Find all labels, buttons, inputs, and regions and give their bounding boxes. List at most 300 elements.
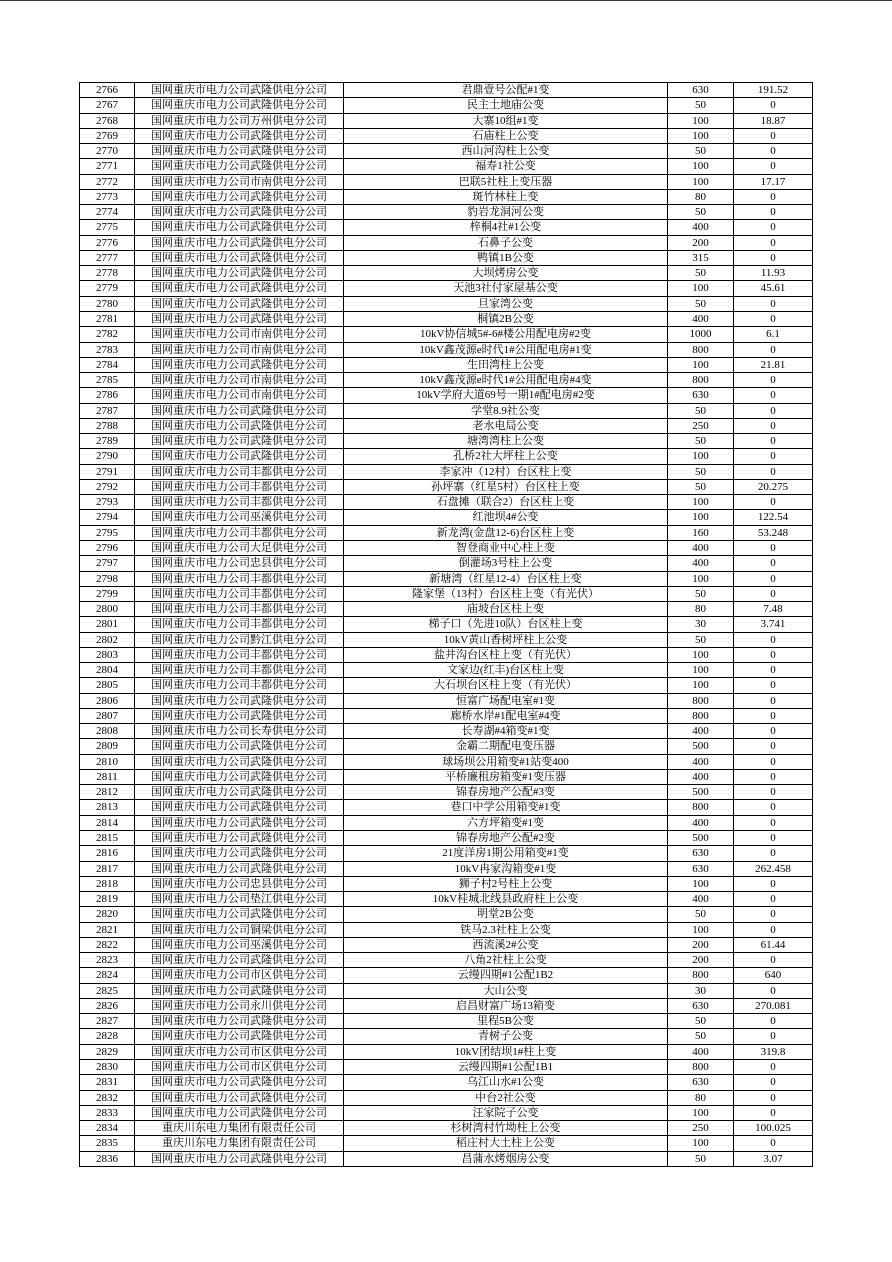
table-row [80,1075,813,1090]
value-cell: 0 [734,831,813,846]
value-cell: 0 [734,877,813,892]
company-cell: 国网重庆市电力公司市南供电分公司 [135,343,344,358]
capacity-cell: 1000 [668,327,734,342]
capacity-cell: 100 [668,1106,734,1121]
company-cell: 国网重庆市电力公司武隆供电分公司 [135,785,344,800]
transformer-name-cell: 巷口中学公用箱变#1变 [344,800,668,815]
value-cell: 0 [734,709,813,724]
value-cell: 0 [734,388,813,403]
capacity-cell: 200 [668,953,734,968]
row-number-cell: 2775 [80,220,135,235]
company-cell: 国网重庆市电力公司武隆供电分公司 [135,266,344,281]
table-row [80,465,813,480]
value-cell: 0 [734,816,813,831]
value-cell: 0 [734,846,813,861]
transformer-name-cell: 君鼎壹号公配#1变 [344,83,668,98]
value-cell: 191.52 [734,83,813,98]
transformer-name-cell: 梯子口（先进10队）台区柱上变 [344,617,668,632]
row-number-cell: 2776 [80,236,135,251]
capacity-cell: 50 [668,633,734,648]
capacity-cell: 800 [668,1060,734,1075]
value-cell: 0 [734,572,813,587]
row-number-cell: 2783 [80,343,135,358]
capacity-cell: 160 [668,526,734,541]
company-cell: 国网重庆市电力公司武隆供电分公司 [135,1014,344,1029]
row-number-cell: 2773 [80,190,135,205]
row-number-cell: 2822 [80,938,135,953]
capacity-cell: 30 [668,984,734,999]
row-number-cell: 2781 [80,312,135,327]
row-number-cell: 2798 [80,572,135,587]
row-number-cell: 2828 [80,1029,135,1044]
table-row [80,159,813,174]
company-cell: 国网重庆市电力公司丰都供电分公司 [135,602,344,617]
row-number-cell: 2777 [80,251,135,266]
company-cell: 国网重庆市电力公司市区供电分公司 [135,1045,344,1060]
page-top-rule [0,0,892,1]
company-cell: 重庆川东电力集团有限责任公司 [135,1121,344,1136]
company-cell: 国网重庆市电力公司武隆供电分公司 [135,297,344,312]
value-cell: 0 [734,205,813,220]
table-row [80,617,813,632]
value-cell: 0 [734,220,813,235]
capacity-cell: 50 [668,587,734,602]
transformer-name-cell: 石盘摊（联合2）台区柱上变 [344,495,668,510]
transformer-name-cell: 大寨10组#1变 [344,114,668,129]
row-number-cell: 2789 [80,434,135,449]
row-number-cell: 2770 [80,144,135,159]
value-cell: 0 [734,343,813,358]
capacity-cell: 630 [668,388,734,403]
company-cell: 国网重庆市电力公司长寿供电分公司 [135,724,344,739]
capacity-cell: 500 [668,831,734,846]
value-cell: 0 [734,739,813,754]
value-cell: 0 [734,648,813,663]
table-row [80,190,813,205]
value-cell: 7.48 [734,602,813,617]
company-cell: 国网重庆市电力公司武隆供电分公司 [135,953,344,968]
company-cell: 国网重庆市电力公司市区供电分公司 [135,968,344,983]
capacity-cell: 400 [668,755,734,770]
capacity-cell: 50 [668,434,734,449]
row-number-cell: 2791 [80,465,135,480]
capacity-cell: 50 [668,1014,734,1029]
table-row [80,312,813,327]
row-number-cell: 2769 [80,129,135,144]
row-number-cell: 2823 [80,953,135,968]
company-cell: 国网重庆市电力公司铜梁供电分公司 [135,923,344,938]
transformer-name-cell: 杉树湾村竹坳柱上公变 [344,1121,668,1136]
company-cell: 国网重庆市电力公司武隆供电分公司 [135,862,344,877]
row-number-cell: 2766 [80,83,135,98]
company-cell: 国网重庆市电力公司永川供电分公司 [135,999,344,1014]
company-cell: 国网重庆市电力公司丰都供电分公司 [135,648,344,663]
company-cell: 国网重庆市电力公司武隆供电分公司 [135,358,344,373]
value-cell: 0 [734,1091,813,1106]
company-cell: 国网重庆市电力公司丰都供电分公司 [135,617,344,632]
company-cell: 国网重庆市电力公司忠县供电分公司 [135,556,344,571]
company-cell: 国网重庆市电力公司丰都供电分公司 [135,678,344,693]
capacity-cell: 400 [668,770,734,785]
row-number-cell: 2785 [80,373,135,388]
capacity-cell: 800 [668,709,734,724]
capacity-cell: 100 [668,175,734,190]
company-cell: 国网重庆市电力公司武隆供电分公司 [135,984,344,999]
company-cell: 国网重庆市电力公司丰都供电分公司 [135,526,344,541]
value-cell: 18.87 [734,114,813,129]
value-cell: 0 [734,159,813,174]
value-cell: 640 [734,968,813,983]
company-cell: 国网重庆市电力公司丰都供电分公司 [135,587,344,602]
company-cell: 国网重庆市电力公司武隆供电分公司 [135,694,344,709]
row-number-cell: 2830 [80,1060,135,1075]
company-cell: 国网重庆市电力公司武隆供电分公司 [135,739,344,754]
table-row [80,175,813,190]
row-number-cell: 2784 [80,358,135,373]
transformer-name-cell: 廊桥水岸#1配电室#4变 [344,709,668,724]
capacity-cell: 100 [668,495,734,510]
table-row [80,953,813,968]
capacity-cell: 80 [668,602,734,617]
transformer-name-cell: 石庙柱上公变 [344,129,668,144]
table-row [80,83,813,98]
transformer-name-cell: 石鼻子公变 [344,236,668,251]
company-cell: 国网重庆市电力公司武隆供电分公司 [135,144,344,159]
transformer-name-cell: 中台2社公变 [344,1091,668,1106]
transformer-name-cell: 10kV团结坝1#柱上变 [344,1045,668,1060]
transformer-name-cell: 锦春房地产公配#3变 [344,785,668,800]
row-number-cell: 2780 [80,297,135,312]
value-cell: 0 [734,419,813,434]
transformer-name-cell: 稻庄村大土柱上公变 [344,1136,668,1151]
value-cell: 0 [734,1029,813,1044]
transformer-name-cell: 云缦四期#1公配1B1 [344,1060,668,1075]
row-number-cell: 2807 [80,709,135,724]
company-cell: 国网重庆市电力公司武隆供电分公司 [135,129,344,144]
row-number-cell: 2794 [80,510,135,525]
value-cell: 11.93 [734,266,813,281]
row-number-cell: 2800 [80,602,135,617]
row-number-cell: 2826 [80,999,135,1014]
transformer-name-cell: 塘湾湾柱上公变 [344,434,668,449]
table-row [80,572,813,587]
row-number-cell: 2809 [80,739,135,754]
value-cell: 0 [734,785,813,800]
value-cell: 0 [734,251,813,266]
capacity-cell: 800 [668,968,734,983]
company-cell: 国网重庆市电力公司武隆供电分公司 [135,434,344,449]
company-cell: 国网重庆市电力公司武隆供电分公司 [135,190,344,205]
row-number-cell: 2812 [80,785,135,800]
capacity-cell: 50 [668,480,734,495]
table-row [80,785,813,800]
table-row [80,846,813,861]
transformer-name-cell: 巴联5社柱上变压器 [344,175,668,190]
row-number-cell: 2836 [80,1152,135,1167]
value-cell: 61.44 [734,938,813,953]
transformer-name-cell: 狮子村2号柱上公变 [344,877,668,892]
capacity-cell: 800 [668,800,734,815]
capacity-cell: 400 [668,816,734,831]
row-number-cell: 2829 [80,1045,135,1060]
table-row [80,678,813,693]
table-row [80,907,813,922]
value-cell: 0 [734,556,813,571]
transformer-name-cell: 里程5B公变 [344,1014,668,1029]
row-number-cell: 2803 [80,648,135,663]
table-row [80,709,813,724]
capacity-cell: 400 [668,724,734,739]
transformer-name-cell: 乌江山水#1公变 [344,1075,668,1090]
row-number-cell: 2782 [80,327,135,342]
company-cell: 国网重庆市电力公司武隆供电分公司 [135,1106,344,1121]
capacity-cell: 200 [668,236,734,251]
capacity-cell: 100 [668,129,734,144]
table-row [80,770,813,785]
transformer-name-cell: 铁马2.3社柱上公变 [344,923,668,938]
transformer-name-cell: 桐镇2B公变 [344,312,668,327]
table-row [80,862,813,877]
row-number-cell: 2797 [80,556,135,571]
company-cell: 国网重庆市电力公司大足供电分公司 [135,541,344,556]
company-cell: 国网重庆市电力公司丰都供电分公司 [135,465,344,480]
company-cell: 国网重庆市电力公司武隆供电分公司 [135,98,344,113]
capacity-cell: 200 [668,938,734,953]
table-row [80,1121,813,1136]
value-cell: 0 [734,129,813,144]
capacity-cell: 630 [668,862,734,877]
row-number-cell: 2796 [80,541,135,556]
company-cell: 国网重庆市电力公司武隆供电分公司 [135,770,344,785]
company-cell: 国网重庆市电力公司武隆供电分公司 [135,1075,344,1090]
table-row [80,220,813,235]
transformer-name-cell: 长寿湖#4箱变#1变 [344,724,668,739]
company-cell: 国网重庆市电力公司武隆供电分公司 [135,1091,344,1106]
row-number-cell: 2813 [80,800,135,815]
table-row [80,724,813,739]
transformer-name-cell: 倒灌场3号柱上公变 [344,556,668,571]
capacity-cell: 315 [668,251,734,266]
table-row [80,98,813,113]
transformer-name-cell: 10kV冉家沟箱变#1变 [344,862,668,877]
table-row [80,541,813,556]
capacity-cell: 400 [668,1045,734,1060]
value-cell: 0 [734,1106,813,1121]
table-row [80,694,813,709]
capacity-cell: 50 [668,1029,734,1044]
transformer-name-cell: 李家冲（12村）台区柱上变 [344,465,668,480]
transformer-name-cell: 10kV鑫茂源e时代1#公用配电房#1变 [344,343,668,358]
table-row [80,129,813,144]
table-row [80,556,813,571]
company-cell: 国网重庆市电力公司武隆供电分公司 [135,1029,344,1044]
row-number-cell: 2817 [80,862,135,877]
company-cell: 国网重庆市电力公司武隆供电分公司 [135,251,344,266]
value-cell: 0 [734,312,813,327]
company-cell: 国网重庆市电力公司万州供电分公司 [135,114,344,129]
table-row [80,663,813,678]
value-cell: 0 [734,755,813,770]
value-cell: 0 [734,923,813,938]
capacity-cell: 100 [668,510,734,525]
row-number-cell: 2802 [80,633,135,648]
row-number-cell: 2768 [80,114,135,129]
value-cell: 0 [734,1060,813,1075]
capacity-cell: 500 [668,785,734,800]
transformer-name-cell: 昌蒲水烤烟房公变 [344,1152,668,1167]
company-cell: 国网重庆市电力公司武隆供电分公司 [135,831,344,846]
transformer-name-cell: 庙坡台区柱上变 [344,602,668,617]
table-row [80,816,813,831]
company-cell: 国网重庆市电力公司武隆供电分公司 [135,907,344,922]
transformer-name-cell: 八角2社柱上公变 [344,953,668,968]
row-number-cell: 2767 [80,98,135,113]
transformer-name-cell: 盐井沟台区柱上变（有光伏） [344,648,668,663]
table-row [80,144,813,159]
capacity-cell: 100 [668,281,734,296]
value-cell: 0 [734,465,813,480]
company-cell: 国网重庆市电力公司丰都供电分公司 [135,480,344,495]
company-cell: 国网重庆市电力公司武隆供电分公司 [135,709,344,724]
table-row [80,449,813,464]
value-cell: 53.248 [734,526,813,541]
transformer-name-cell: 梓桐4社#1公变 [344,220,668,235]
value-cell: 0 [734,1136,813,1151]
capacity-cell: 100 [668,114,734,129]
capacity-cell: 100 [668,663,734,678]
table-row [80,297,813,312]
table-row [80,739,813,754]
capacity-cell: 50 [668,465,734,480]
value-cell: 17.17 [734,175,813,190]
company-cell: 国网重庆市电力公司武隆供电分公司 [135,449,344,464]
value-cell: 3.741 [734,617,813,632]
row-number-cell: 2825 [80,984,135,999]
capacity-cell: 100 [668,648,734,663]
row-number-cell: 2795 [80,526,135,541]
table-row [80,648,813,663]
value-cell: 270.081 [734,999,813,1014]
value-cell: 100.025 [734,1121,813,1136]
transformer-name-cell: 10kV桂城北线县政府柱上公变 [344,892,668,907]
table-row [80,419,813,434]
row-number-cell: 2808 [80,724,135,739]
table-row [80,1014,813,1029]
transformer-name-cell: 民主土地庙公变 [344,98,668,113]
table-row [80,114,813,129]
table-row [80,831,813,846]
row-number-cell: 2827 [80,1014,135,1029]
transformer-table [79,82,813,1167]
row-number-cell: 2819 [80,892,135,907]
value-cell: 0 [734,694,813,709]
company-cell: 国网重庆市电力公司武隆供电分公司 [135,755,344,770]
capacity-cell: 100 [668,358,734,373]
company-cell: 国网重庆市电力公司武隆供电分公司 [135,236,344,251]
company-cell: 国网重庆市电力公司市南供电分公司 [135,327,344,342]
transformer-name-cell: 文家边(红丰)台区柱上变 [344,663,668,678]
value-cell: 262.458 [734,862,813,877]
value-cell: 122.54 [734,510,813,525]
value-cell: 0 [734,404,813,419]
company-cell: 国网重庆市电力公司市区供电分公司 [135,1060,344,1075]
table-row [80,373,813,388]
table-row [80,205,813,220]
table-row [80,923,813,938]
table-row [80,404,813,419]
company-cell: 国网重庆市电力公司巫溪供电分公司 [135,938,344,953]
row-number-cell: 2816 [80,846,135,861]
value-cell: 0 [734,434,813,449]
company-cell: 国网重庆市电力公司武隆供电分公司 [135,419,344,434]
transformer-name-cell: 大石坝台区柱上变（有光伏） [344,678,668,693]
value-cell: 0 [734,98,813,113]
table-row [80,1106,813,1121]
transformer-name-cell: 老水电局公变 [344,419,668,434]
value-cell: 21.81 [734,358,813,373]
row-number-cell: 2834 [80,1121,135,1136]
value-cell: 0 [734,587,813,602]
transformer-name-cell: 斑竹林柱上变 [344,190,668,205]
table-row [80,1060,813,1075]
transformer-name-cell: 10kV学府大道69号一期1#配电房#2变 [344,388,668,403]
capacity-cell: 50 [668,297,734,312]
capacity-cell: 100 [668,572,734,587]
table-row [80,343,813,358]
capacity-cell: 50 [668,266,734,281]
value-cell: 0 [734,800,813,815]
transformer-name-cell: 明堂2B公变 [344,907,668,922]
capacity-cell: 630 [668,1075,734,1090]
value-cell: 0 [734,907,813,922]
value-cell: 3.07 [734,1152,813,1167]
transformer-name-cell: 大坝烤房公变 [344,266,668,281]
value-cell: 20.275 [734,480,813,495]
transformer-name-cell: 汪家院子公变 [344,1106,668,1121]
row-number-cell: 2810 [80,755,135,770]
row-number-cell: 2806 [80,694,135,709]
row-number-cell: 2820 [80,907,135,922]
capacity-cell: 80 [668,190,734,205]
value-cell: 0 [734,236,813,251]
company-cell: 国网重庆市电力公司武隆供电分公司 [135,312,344,327]
capacity-cell: 100 [668,159,734,174]
value-cell: 0 [734,449,813,464]
row-number-cell: 2804 [80,663,135,678]
row-number-cell: 2801 [80,617,135,632]
table-row [80,1136,813,1151]
value-cell: 0 [734,190,813,205]
capacity-cell: 400 [668,556,734,571]
table-row [80,434,813,449]
capacity-cell: 800 [668,343,734,358]
transformer-name-cell: 天池3社付家屋基公变 [344,281,668,296]
table-row [80,236,813,251]
transformer-name-cell: 鸭镇1B公变 [344,251,668,266]
transformer-name-cell: 西流溪2#公变 [344,938,668,953]
company-cell: 重庆川东电力集团有限责任公司 [135,1136,344,1151]
row-number-cell: 2814 [80,816,135,831]
transformer-name-cell: 豹岩龙洞河公变 [344,205,668,220]
row-number-cell: 2788 [80,419,135,434]
transformer-name-cell: 福寿1社公变 [344,159,668,174]
capacity-cell: 100 [668,1136,734,1151]
transformer-name-cell: 红池坝4#公变 [344,510,668,525]
table-row [80,1029,813,1044]
row-number-cell: 2771 [80,159,135,174]
capacity-cell: 800 [668,694,734,709]
company-cell: 国网重庆市电力公司武隆供电分公司 [135,846,344,861]
